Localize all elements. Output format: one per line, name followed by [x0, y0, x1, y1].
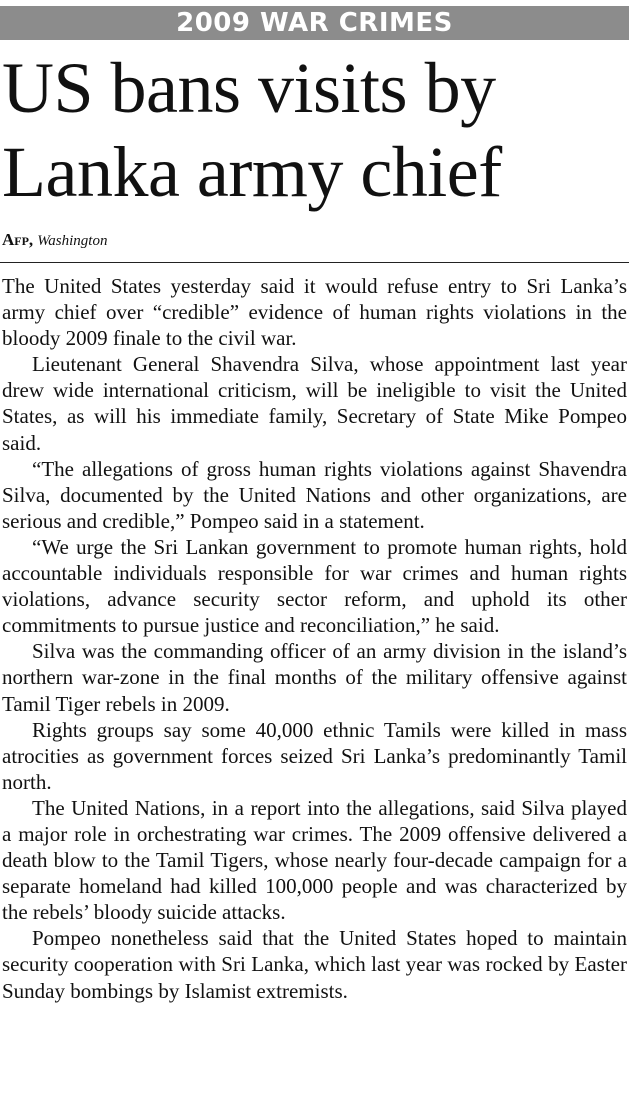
paragraph-7: The United Nations, in a report into the allegations, said Silva played a major role in orchestrating war crimes. The 2009 offensive delivered a death blow to the Tamil Tigers, whose nearly four-decade campaign for a separate homeland had killed 100,000 people and was characterized by the rebels’ bloody suicide attacks.: [2, 795, 627, 925]
byline-dateline: Washington: [37, 233, 108, 249]
paragraph-5: Silva was the commanding officer of an army division in the island’s northern war-zone in the final months of the military offensive against Tamil Tiger rebels in 2009.: [2, 639, 627, 716]
section-kicker: 2009 WAR CRIMES: [0, 6, 629, 40]
article-body: [2, 273, 627, 1004]
paragraph-3: “The allegations of gross human rights violations against Shavendra Silva, documented by the United Nations and other organizations, are serious and credible,” Pompeo said in a statement.: [2, 456, 627, 533]
headline-line-1: US bans visits by: [2, 48, 496, 128]
paragraph-8: Pompeo nonetheless said that the United States hoped to maintain security cooperation with Sri Lanka, which last year was rocked by Easter Sunday bombings by Islamist extremists.: [2, 926, 627, 1003]
headline: [2, 46, 629, 214]
byline-divider: [0, 262, 629, 263]
byline: [2, 230, 107, 250]
paragraph-4: “We urge the Sri Lankan government to promote human rights, hold accountable individuals responsible for war crimes and human rights violations, advance security sector reform, and uphold its other commitments to pursue justice and reconciliation,” he said.: [2, 534, 627, 638]
paragraph-6: Rights groups say some 40,000 ethnic Tamils were killed in mass atrocities as government forces seized Sri Lanka’s predominantly Tamil north.: [2, 717, 627, 794]
byline-agency: Afp,: [2, 230, 34, 249]
paragraph-2: Lieutenant General Shavendra Silva, whose appointment last year drew wide international criticism, will be ineligible to visit the United States, as will his immediate family, Secretary of State Mike Pompeo said.: [2, 352, 627, 455]
headline-line-2: Lanka army chief: [2, 132, 502, 212]
paragraph-1: The United States yesterday said it would refuse entry to Sri Lanka’s army chief over “credible” evidence of human rights violations in the bloody 2009 finale to the civil war.: [2, 274, 627, 351]
